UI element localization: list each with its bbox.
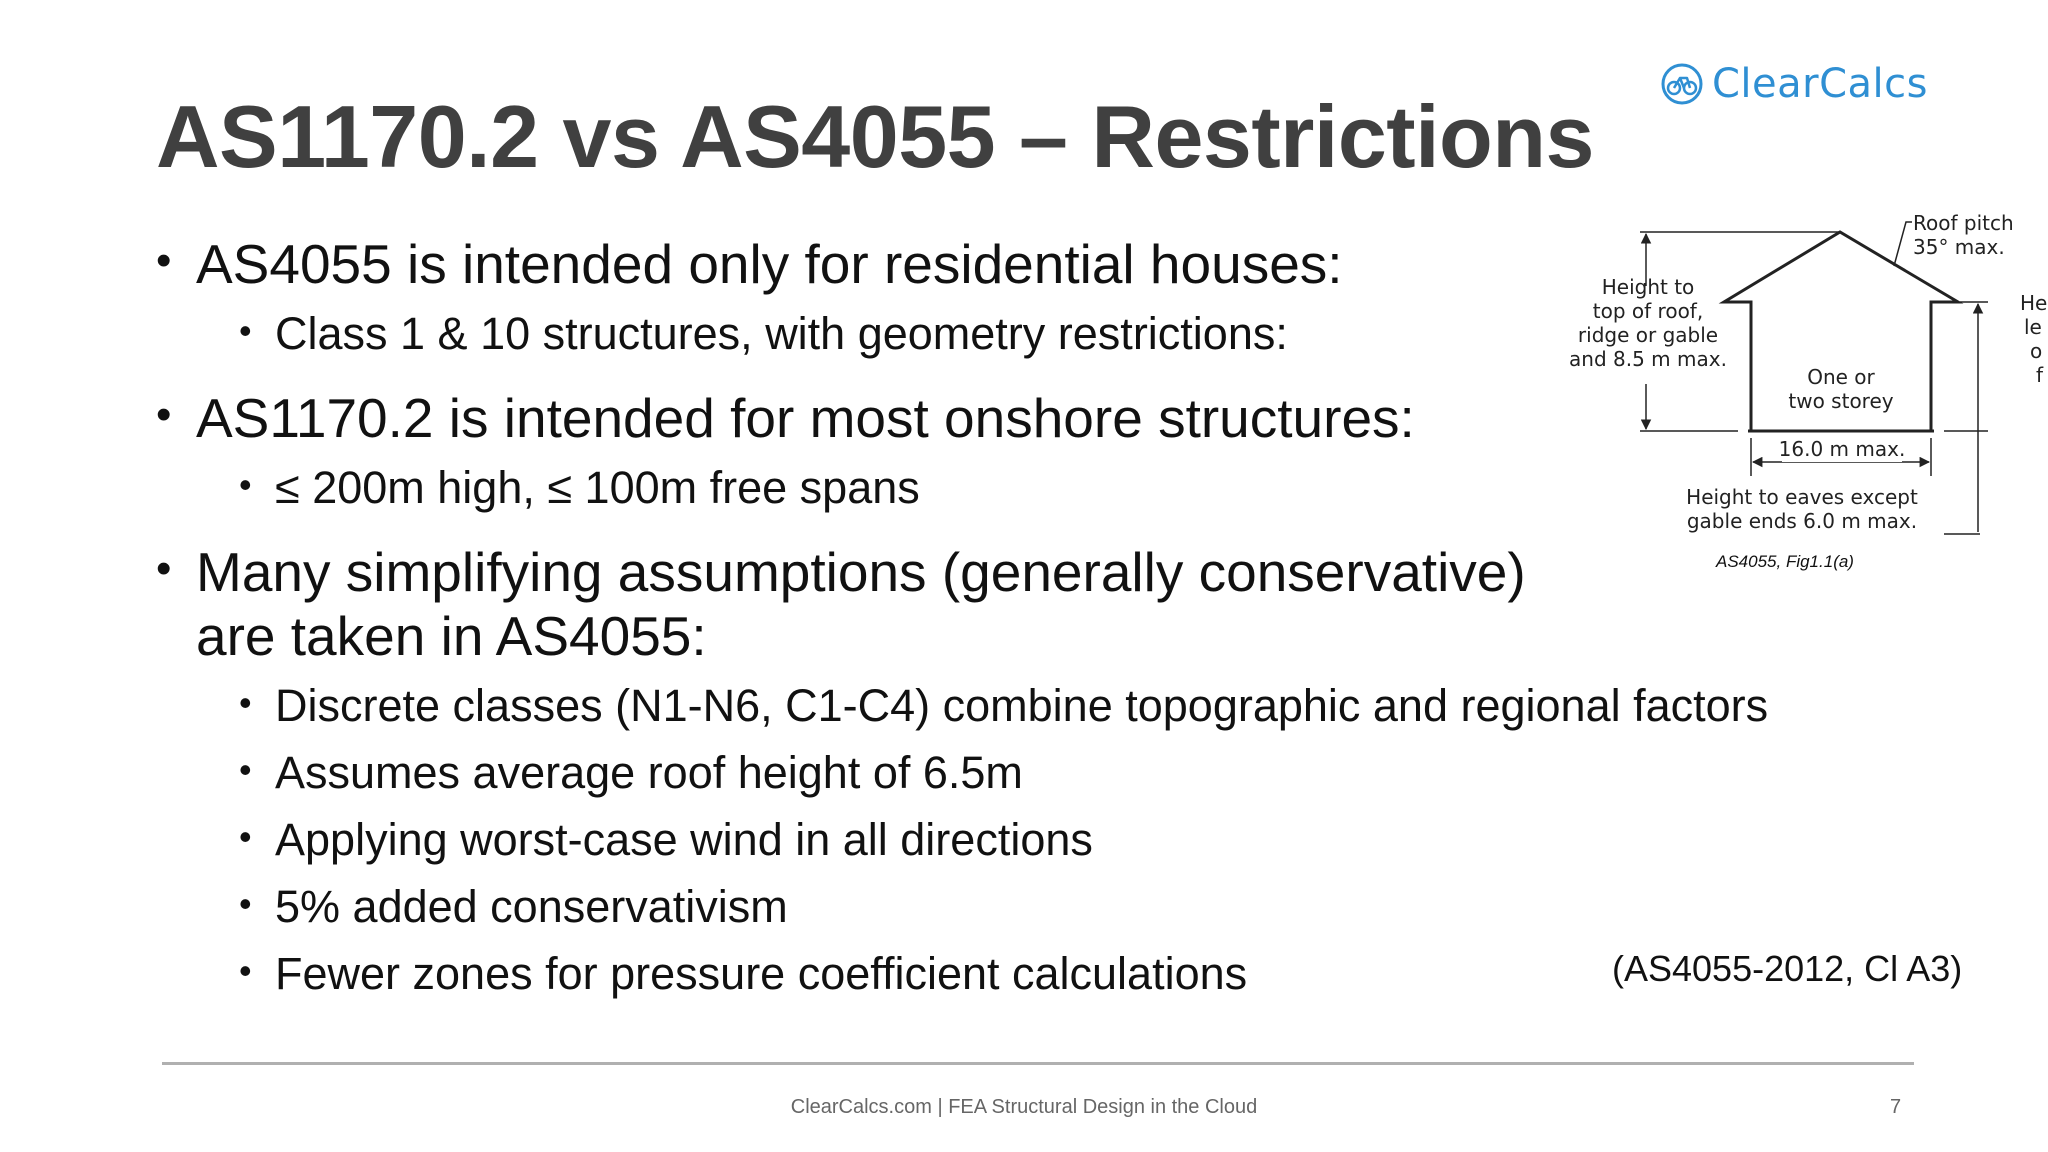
house-geometry-diagram bbox=[1540, 206, 2048, 580]
storey-label-1: One or bbox=[1807, 365, 1875, 389]
reference-note: (AS4055-2012, Cl A3) bbox=[1612, 948, 1963, 989]
cropped-label-2: le bbox=[2024, 315, 2042, 339]
slide-title: AS1170.2 vs AS4055 – Restrictions bbox=[156, 87, 1594, 186]
sub-bullet-roof-height: • Assumes average roof height of 6.5m bbox=[239, 747, 1023, 798]
roof-height-label-4: and 8.5 m max. bbox=[1569, 347, 1727, 371]
roof-height-label-3: ridge or gable bbox=[1577, 323, 1719, 347]
bullet-assumptions-cont: are taken in AS4055: bbox=[196, 605, 707, 667]
cropped-label-4: f bbox=[2036, 363, 2044, 387]
bullet-dot: • bbox=[156, 236, 172, 285]
figure-caption: AS4055, Fig1.1(a) bbox=[1716, 552, 1854, 571]
bullet-dot: • bbox=[239, 950, 252, 991]
width-label: 16.0 m max. bbox=[1778, 437, 1906, 461]
bullet-dot: • bbox=[156, 544, 172, 593]
roof-height-label-1: Height to bbox=[1601, 275, 1695, 299]
roof-pitch-leader bbox=[1894, 222, 1912, 266]
sub-bullet-conservativism: • 5% added conservativism bbox=[239, 881, 788, 932]
sub-bullet-worst-case: • Applying worst-case wind in all directions bbox=[239, 814, 1093, 865]
sub-bullet-class: • Class 1 & 10 structures, with geometry restrictions: bbox=[239, 308, 1288, 359]
bullet-onshore: • AS1170.2 is intended for most onshore structures: bbox=[156, 387, 1415, 449]
bullet-dot: • bbox=[239, 816, 252, 857]
bullet-dot: • bbox=[239, 883, 252, 924]
footer-text: ClearCalcs.com | FEA Structural Design in the Cloud bbox=[790, 1096, 1258, 1118]
eaves-label-2: gable ends 6.0 m max. bbox=[1686, 509, 1918, 533]
bicycle-icon bbox=[1660, 62, 1704, 106]
bullet-dot: • bbox=[239, 682, 252, 723]
bullet-dot: • bbox=[239, 749, 252, 790]
bullet-dot: • bbox=[156, 390, 172, 439]
cropped-label-1: He bbox=[2020, 291, 2048, 315]
cropped-label-3: o bbox=[2030, 339, 2043, 363]
bullet-dot: • bbox=[239, 310, 252, 351]
roof-pitch-label-1: Roof pitch bbox=[1913, 211, 2014, 235]
sub-bullet-zones: • Fewer zones for pressure coefficient calculations bbox=[239, 948, 1248, 999]
eaves-label-1: Height to eaves except bbox=[1686, 485, 1918, 509]
footer-divider bbox=[162, 1062, 1914, 1065]
bullet-dot: • bbox=[239, 464, 252, 505]
page-number: 7 bbox=[1890, 1096, 1902, 1118]
storey-label-2: two storey bbox=[1788, 389, 1894, 413]
clearcalcs-logo bbox=[1660, 54, 1928, 114]
bullet-residential: • AS4055 is intended only for residential houses: bbox=[156, 233, 1343, 295]
sub-bullet-limits: • ≤ 200m high, ≤ 100m free spans bbox=[239, 462, 920, 513]
logo-text: ClearCalcs bbox=[1712, 61, 1928, 107]
bullet-assumptions: • Many simplifying assumptions (generally conservative) bbox=[156, 541, 1526, 603]
roof-height-label-2: top of roof, bbox=[1592, 299, 1704, 323]
sub-bullet-discrete: • Discrete classes (N1-N6, C1-C4) combine topographic and regional factors bbox=[239, 680, 1769, 731]
roof-pitch-label-2: 35° max. bbox=[1913, 235, 2005, 259]
